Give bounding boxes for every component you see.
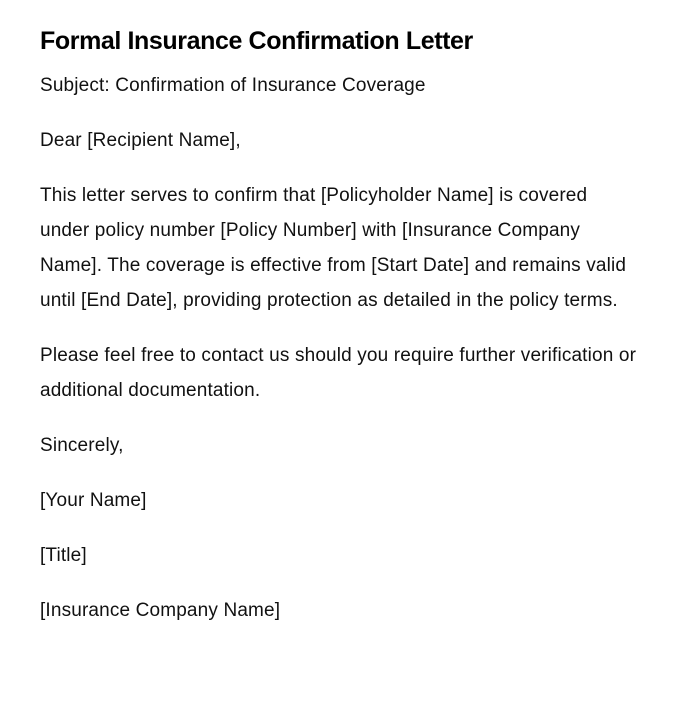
- letter-greeting: Dear [Recipient Name],: [40, 130, 241, 151]
- letter-closing: Sincerely,: [40, 435, 124, 456]
- signature-name: [Your Name]: [40, 490, 147, 511]
- signature-title: [Title]: [40, 545, 87, 566]
- letter-title: Formal Insurance Confirmation Letter: [40, 27, 473, 55]
- letter-body-paragraph: Please feel free to contact us should you require further verification or additional documentation.: [40, 345, 637, 401]
- signature-company: [Insurance Company Name]: [40, 600, 281, 621]
- letter-subject: Subject: Confirmation of Insurance Coverage: [40, 75, 426, 96]
- letter-body-paragraph: This letter serves to confirm that [Policyholder Name] is covered under policy number [Policy Number] with [Insurance Company Name]. The coverage is effective from [Start Date] and remains valid until [End Date], providing protection as detailed in the policy terms.: [40, 185, 627, 311]
